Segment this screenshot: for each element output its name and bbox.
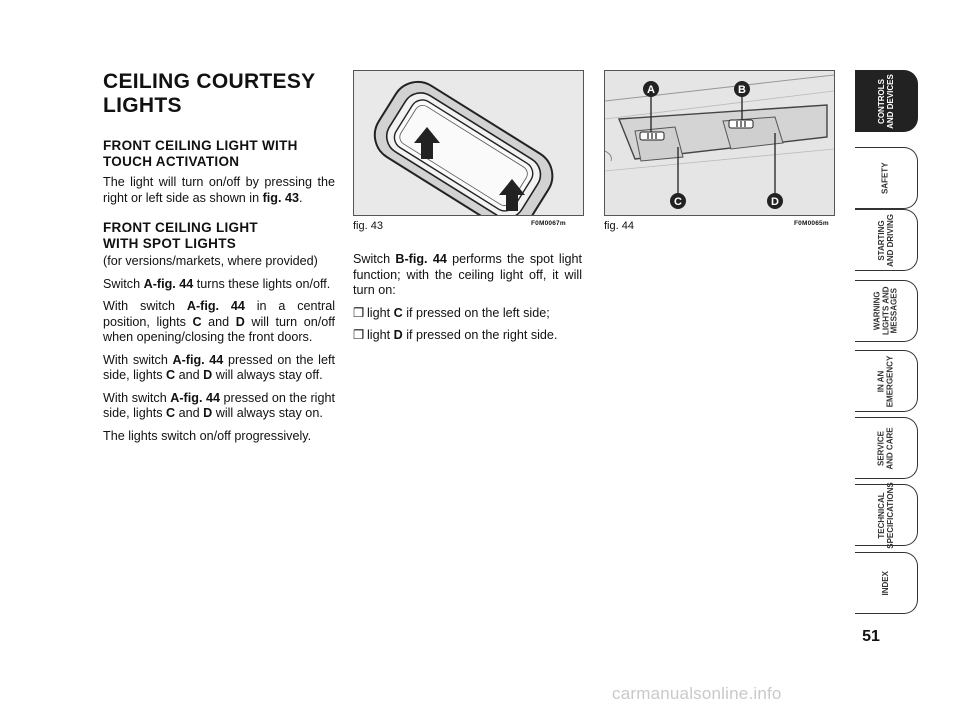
label-b: B [738, 84, 746, 96]
label-a: A [647, 84, 655, 96]
section-heading-spot: FRONT CEILING LIGHT WITH SPOT LIGHTS [103, 220, 258, 251]
figure-43-caption: fig. 43 [353, 220, 383, 232]
tab-in-an-emergency[interactable]: IN AN EMERGENCY [855, 350, 918, 412]
figure-43-code: F0M0067m [531, 220, 566, 227]
label-c: C [674, 196, 682, 208]
tab-technical-specifications[interactable]: TECHNICAL SPECIFICATIONS [855, 484, 918, 546]
figure-43-ceiling-light [353, 70, 584, 216]
tab-controls-and-devices[interactable]: CONTROLS AND DEVICES [855, 70, 918, 132]
watermark: carmanualsonline.info [612, 684, 782, 703]
paragraph-switch-a: Switch A-fig. 44 turns these lights on/off. [103, 276, 331, 291]
figure-44-spot-lights [604, 70, 835, 216]
figure-44-caption: fig. 44 [604, 220, 634, 232]
page-title: CEILING COURTESY LIGHTS [103, 70, 316, 117]
figure-44-code: F0M0065m [794, 220, 829, 227]
switch-a-icon [640, 132, 664, 140]
spot-lights-illustration [605, 71, 834, 215]
list-item: ❒ light D if pressed on the right side. [353, 328, 558, 342]
paragraph-touch: The light will turn on/off by pressing the right or left side as shown in fig. 43. [103, 175, 335, 205]
paragraph-central: With switch A-fig. 44 in a central position, lights C and D will turn on/off when opening/closing the front doors. [103, 299, 336, 344]
middle-column [353, 252, 582, 351]
label-d: D [771, 196, 779, 208]
paragraph-left-side: With switch A-fig. 44 pressed on the left side, lights C and D will always stay off. [103, 352, 335, 382]
list-item: ❒ light C if pressed on the left side; [353, 305, 550, 320]
checkbox-bullet-icon: ❒ [353, 328, 365, 342]
page-number: 51 [862, 628, 880, 645]
left-column [103, 70, 335, 451]
tab-service-and-care[interactable]: SERVICE AND CARE [855, 417, 918, 479]
tab-index[interactable]: INDEX [855, 552, 918, 614]
tab-starting-and-driving[interactable]: STARTING AND DRIVING [855, 209, 918, 271]
paragraph-progressive: The lights switch on/off progressively. [103, 428, 312, 443]
paragraph-right-side: With switch A-fig. 44 pressed on the right side, lights C and D will always stay on. [103, 390, 335, 420]
paragraph-switch-b: Switch B-fig. 44 performs the spot light function; with the ceiling light off, it will turn on: [353, 252, 582, 297]
ceiling-light-illustration [354, 71, 583, 215]
versions-note: (for versions/markets, where provided) [103, 254, 318, 268]
switch-b-icon [729, 120, 753, 128]
tab-safety[interactable]: SAFETY [855, 147, 918, 209]
checkbox-bullet-icon: ❒ [353, 305, 365, 320]
section-heading-touch: FRONT CEILING LIGHT WITH TOUCH ACTIVATION [103, 138, 298, 169]
tab-warning-lights[interactable]: WARNING LIGHTS AND MESSAGES [855, 280, 918, 342]
